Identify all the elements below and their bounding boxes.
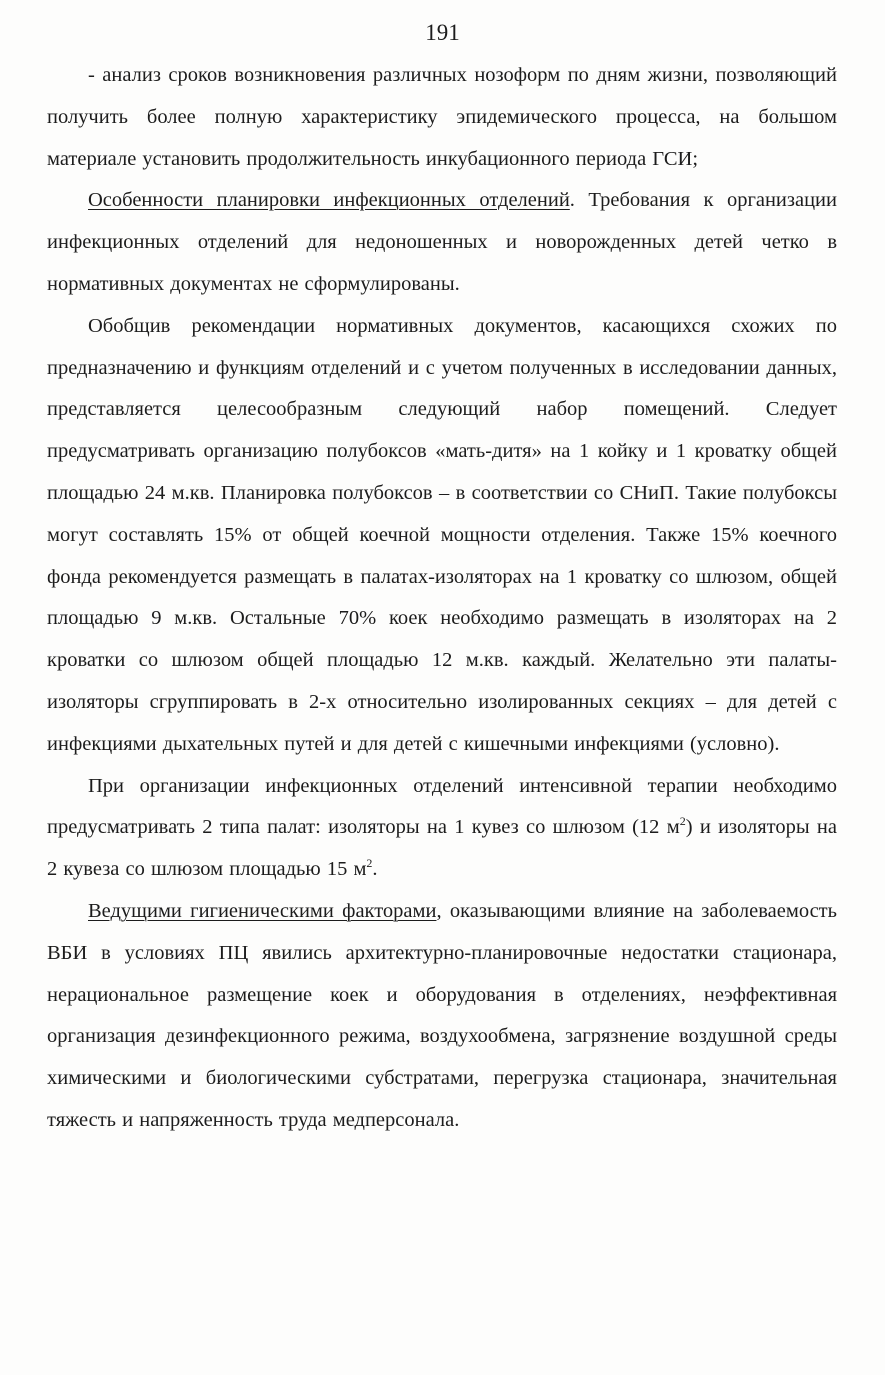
paragraph-text: - анализ сроков возникновения различных нозоформ по дням жизни, позволяющий получить более полную характеристику эпидемического процесса, на большом материале установить продолжительность инкубационного периода ГСИ; xyxy=(47,64,837,170)
paragraph-text-part1: При организации инфекционных отделений интенсивной терапии необходимо предусматривать 2 типа палат: изоляторы на 1 кувез со шлюзом (12 м xyxy=(47,774,837,839)
page-body xyxy=(47,55,837,1142)
paragraph-intensive-care xyxy=(47,766,837,891)
superscript-2: 2 xyxy=(679,814,686,829)
paragraph-analysis-item xyxy=(47,55,837,180)
paragraph-text-part3: . xyxy=(372,858,378,881)
paragraph-planning-features xyxy=(47,180,837,305)
superscript-2: 2 xyxy=(366,856,373,871)
underlined-heading-planning: Особенности планировки инфекционных отделений xyxy=(88,189,570,212)
paragraph-text: Обобщив рекомендации нормативных документов, касающихся схожих по предназначению и функциям отделений и с учетом полученных в исследовании данных, представляется целесообразным следующий набор помещений. Следует предусматривать организацию полубоксов «мать-дитя» на 1 койку и 1 кроватку общей площадью 24 м.кв. Планировка полубоксов – в соответствии со СНиП. Такие полубоксы могут составлять 15% от общей коечной мощности отделения. Также 15% коечного фонда рекомендуется размещать в палатах-изоляторах на 1 кроватку со шлюзом, общей площадью 9 м.кв. Остальные 70% коек необходимо размещать в изоляторах на 2 кроватки со шлюзом общей площадью 12 м.кв. каждый. Желательно эти палаты-изоляторы сгруппировать в 2-х относительно изолированных секциях – для детей с инфекциями дыхательных путей и для детей с кишечными инфекциями (условно). xyxy=(47,314,837,755)
paragraph-text-part2: ) и изоляторы на 2 кувеза со шлюзом площадью 15 м xyxy=(47,816,837,881)
paragraph-text: , оказывающими влияние на заболеваемость ВБИ в условиях ПЦ явились архитектурно-планировочные недостатки стационара, нерациональное размещение коек и оборудования в отделениях, неэффективная организация дезинфекционного режима, воздухообмена, загрязнение воздушной среды химическими и биологическими субстратами, перегрузка стационара, значительная тяжесть и напряженность труда медперсонала. xyxy=(47,899,837,1131)
paragraph-premises-set xyxy=(47,306,837,766)
paragraph-hygienic-factors xyxy=(47,891,837,1142)
underlined-heading-factors: Ведущими гигиеническими факторами xyxy=(88,899,437,922)
page-number: 191 xyxy=(425,20,460,45)
paragraph-text: . Требования к организации инфекционных отделений для недоношенных и новорожденных детей четко в нормативных документах не сформулированы. xyxy=(47,189,838,295)
